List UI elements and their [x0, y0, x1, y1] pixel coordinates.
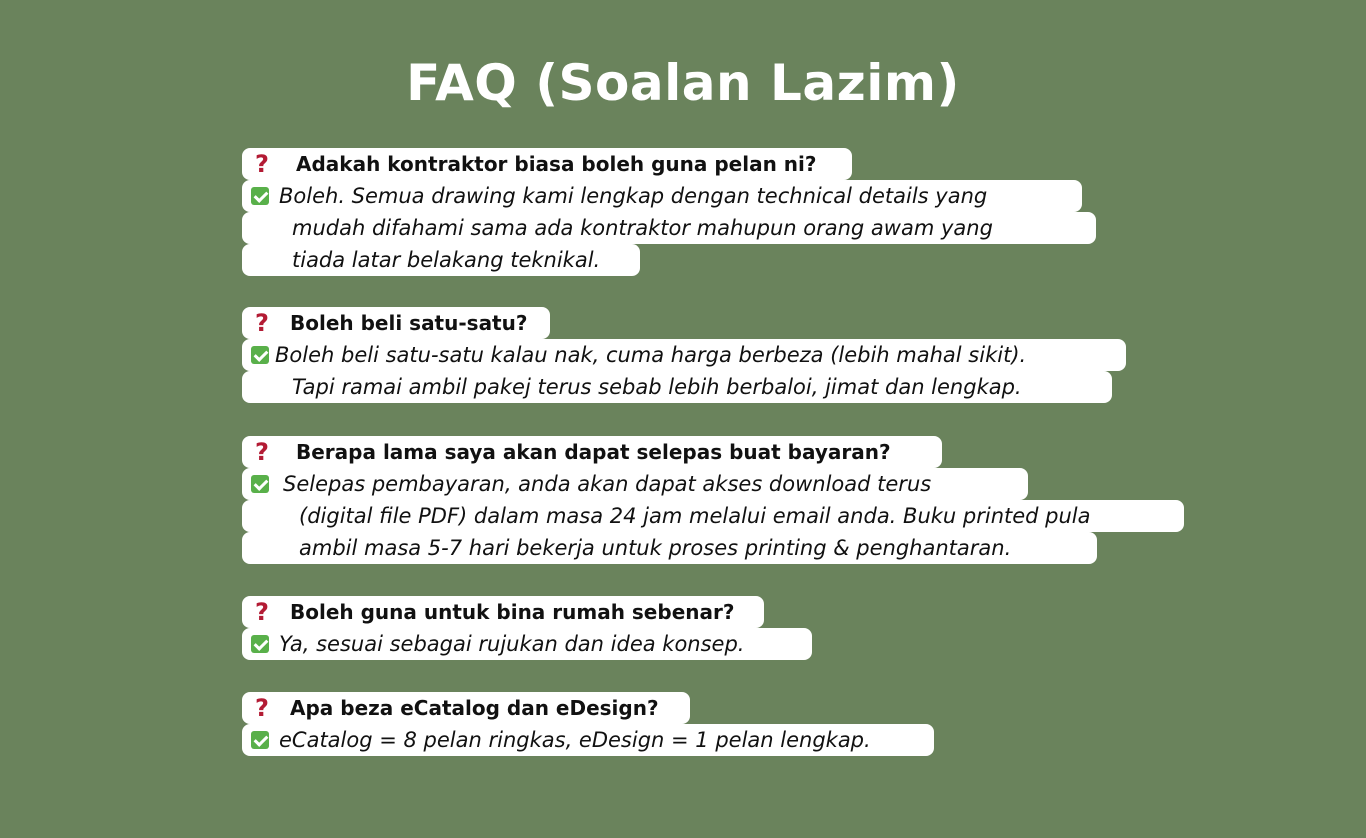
question-mark-icon: ? [255, 598, 269, 626]
check-mark-icon [251, 731, 269, 749]
faq-answer-line [242, 371, 1112, 403]
question-mark-icon: ? [255, 309, 269, 337]
faq-question [242, 148, 852, 180]
faq-answer-line [242, 180, 1082, 212]
question-text: Berapa lama saya akan dapat selepas buat bayaran? [296, 440, 891, 464]
answer-text: Selepas pembayaran, anda akan dapat akses download terus [283, 472, 932, 496]
check-mark-icon [251, 346, 269, 364]
faq-answer-line [242, 468, 1028, 500]
answer-text: Ya, sesuai sebagai rujukan dan idea konsep. [279, 632, 745, 656]
question-text: Adakah kontraktor biasa boleh guna pelan ni? [296, 152, 817, 176]
faq-answer-line [242, 500, 1184, 532]
check-mark-icon [251, 475, 269, 493]
question-text: Apa beza eCatalog dan eDesign? [290, 696, 659, 720]
faq-question [242, 307, 550, 339]
answer-text: eCatalog = 8 pelan ringkas, eDesign = 1 pelan lengkap. [279, 728, 871, 752]
faq-item [242, 436, 1184, 564]
faq-answer-line [242, 339, 1126, 371]
faq-item [242, 148, 1096, 276]
answer-text: Boleh. Semua drawing kami lengkap dengan technical details yang [279, 184, 988, 208]
question-text: Boleh beli satu-satu? [290, 311, 528, 335]
check-mark-icon [251, 187, 269, 205]
question-mark-icon: ? [255, 150, 269, 178]
answer-text: (digital file PDF) dalam masa 24 jam melalui email anda. Buku printed pula [299, 504, 1091, 528]
page-title: FAQ (Soalan Lazim) [406, 54, 960, 112]
faq-question [242, 692, 690, 724]
answer-text: Tapi ramai ambil pakej terus sebab lebih berbaloi, jimat dan lengkap. [292, 375, 1022, 399]
answer-text: mudah difahami sama ada kontraktor mahupun orang awam yang [292, 216, 993, 240]
faq-answer-line [242, 212, 1096, 244]
faq-answer-line [242, 244, 640, 276]
faq-item [242, 596, 812, 660]
faq-question [242, 436, 942, 468]
faq-answer-line [242, 628, 812, 660]
faq-question [242, 596, 764, 628]
answer-text: Boleh beli satu-satu kalau nak, cuma harga berbeza (lebih mahal sikit). [275, 343, 1027, 367]
answer-text: tiada latar belakang teknikal. [292, 248, 601, 272]
faq-answer-line [242, 724, 934, 756]
faq-item [242, 307, 1126, 403]
answer-text: ambil masa 5-7 hari bekerja untuk proses printing & penghantaran. [299, 536, 1012, 560]
question-text: Boleh guna untuk bina rumah sebenar? [290, 600, 735, 624]
question-mark-icon: ? [255, 438, 269, 466]
faq-answer-line [242, 532, 1097, 564]
question-mark-icon: ? [255, 694, 269, 722]
faq-item [242, 692, 934, 756]
check-mark-icon [251, 635, 269, 653]
